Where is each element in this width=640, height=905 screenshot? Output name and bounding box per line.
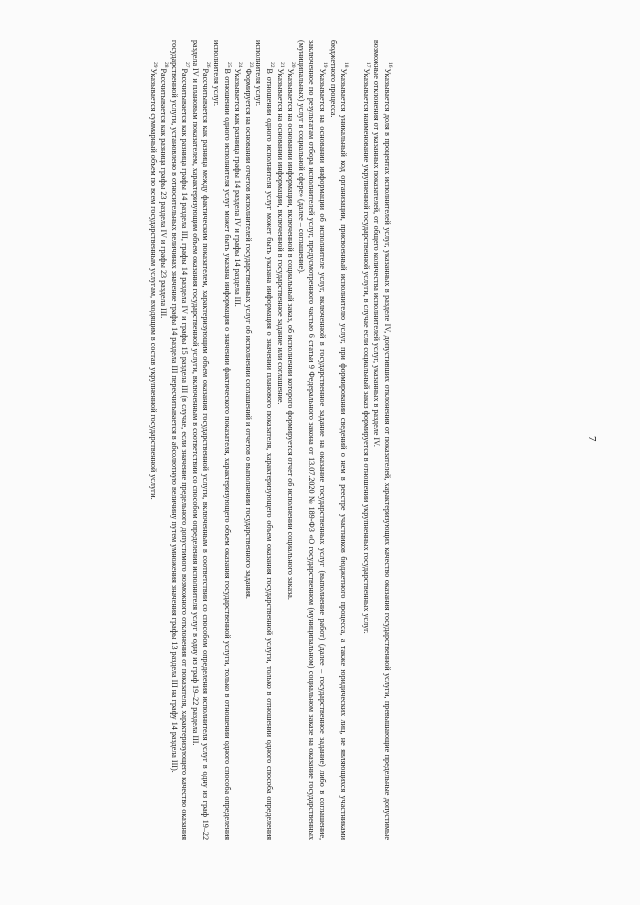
footnote-18: $^{18}$Указывается уникальный код организации, присвоенный исполнителю услуг, при формировании сведений о нем в реестре участников бюджетного процесса, а также юридических лиц, не являющихся участниками бюджетного процесса. (328, 40, 349, 840)
footnote-21: $^{21}$Указывается на основании информации, включенной в государственное задание или соглашение. (275, 62, 286, 405)
footnote-27: $^{27}$Рассчитывается как разница графы 14 раздела III, графы 14 раздела IV и графы 15 раздела III (в случае, если значение предельного допустимого возможного отклонения от показателя, характеризующего качество оказания государственной услуги, установлено в относительных величинах значение графы 14 раздела III пересчитывается в абсолютную величину путем умножения значения графы 13 раздела III на графу 14 раздела III). (169, 40, 190, 840)
footnote-17: $^{17}$Указывается наименование укрупненной государственной услуги, в случае если социальный заказ формируется в отношении укрупненных государственных услуг. (361, 62, 372, 634)
footnote-28: $^{28}$Рассчитывается как разница графы 23 раздела IV и графы 23 раздела III. (159, 62, 169, 319)
footnote-16: $^{16}$Указывается доля в процентах исполнителей услуг, указанных в разделе IV, допустивших отклонения от показателей, характеризующих качество оказания государственной услуги, превышающие предельные допустимые возможные отклонения от указанных показателей, от общего количества исполнителей услуг, указанных в разделе IV. (372, 40, 393, 840)
footnote-22: $^{22}$В отношении одного исполнителя услуг может быть указана информация о значении планового показателя, характеризующего объем оказания государственной услуги, только в отношении одного способа определения исполнителя услуг. (254, 40, 275, 840)
footnote-25: $^{25}$В отношении одного исполнителя услуг может быть указана информация о значении фактического показателя, характеризующего объем оказания государственной услуги, только в отношении одного способа определения исполнителя услуг. (212, 40, 233, 840)
footnotes-block (62, 40, 392, 840)
footnote-29: $^{29}$Указывается суммарный объем по всем государственным услугам, входящим в состав укрупненной государственной услуги. (148, 62, 159, 500)
footnote-24: $^{24}$Указывается как разница графы 14 раздела IV и графы 14 раздела III. (233, 62, 243, 307)
page-number: 7 (586, 436, 598, 442)
footnote-19: $^{19}$Указывается на основании информации об исполнителе услуг, включенной в государственное задание на оказание государственных услуг (выполнение работ) (далее – государственное задание) либо в соглашение, заключенное по результатам отбора исполнителей услуг, предусмотренного частью 6 статьи 9 Федерального закона от 13.07.2020 № 189-ФЗ «О государственном (муниципальном) социальном заказе на оказание государственных (муниципальных) услуг в социальной сфере» (далее – соглашение). (296, 40, 328, 840)
footnote-23: $^{23}$Формируется на основании отчетов исполнителей государственных услуг об исполнении соглашений и отчетов о выполнении государственного задания. (243, 62, 254, 599)
footnote-26: $^{26}$Рассчитывается как разница между фактическим показателем, характеризующим объем оказания государственной услуги, включенным в соответствии со способом определения исполнителя услуг в одну из граф 19–22 раздела IV и плановым показателем, характеризующим объем оказания государственной услуги, включенным в соответствии со способом определения исполнителя услуг в одну из граф 19–22 раздела III. (190, 40, 212, 840)
footnote-20: $^{20}$Указывается на основании информации, включенной в социальный заказ, об исполнении которого формируется отчет об исполнении социального заказа. (286, 62, 296, 600)
